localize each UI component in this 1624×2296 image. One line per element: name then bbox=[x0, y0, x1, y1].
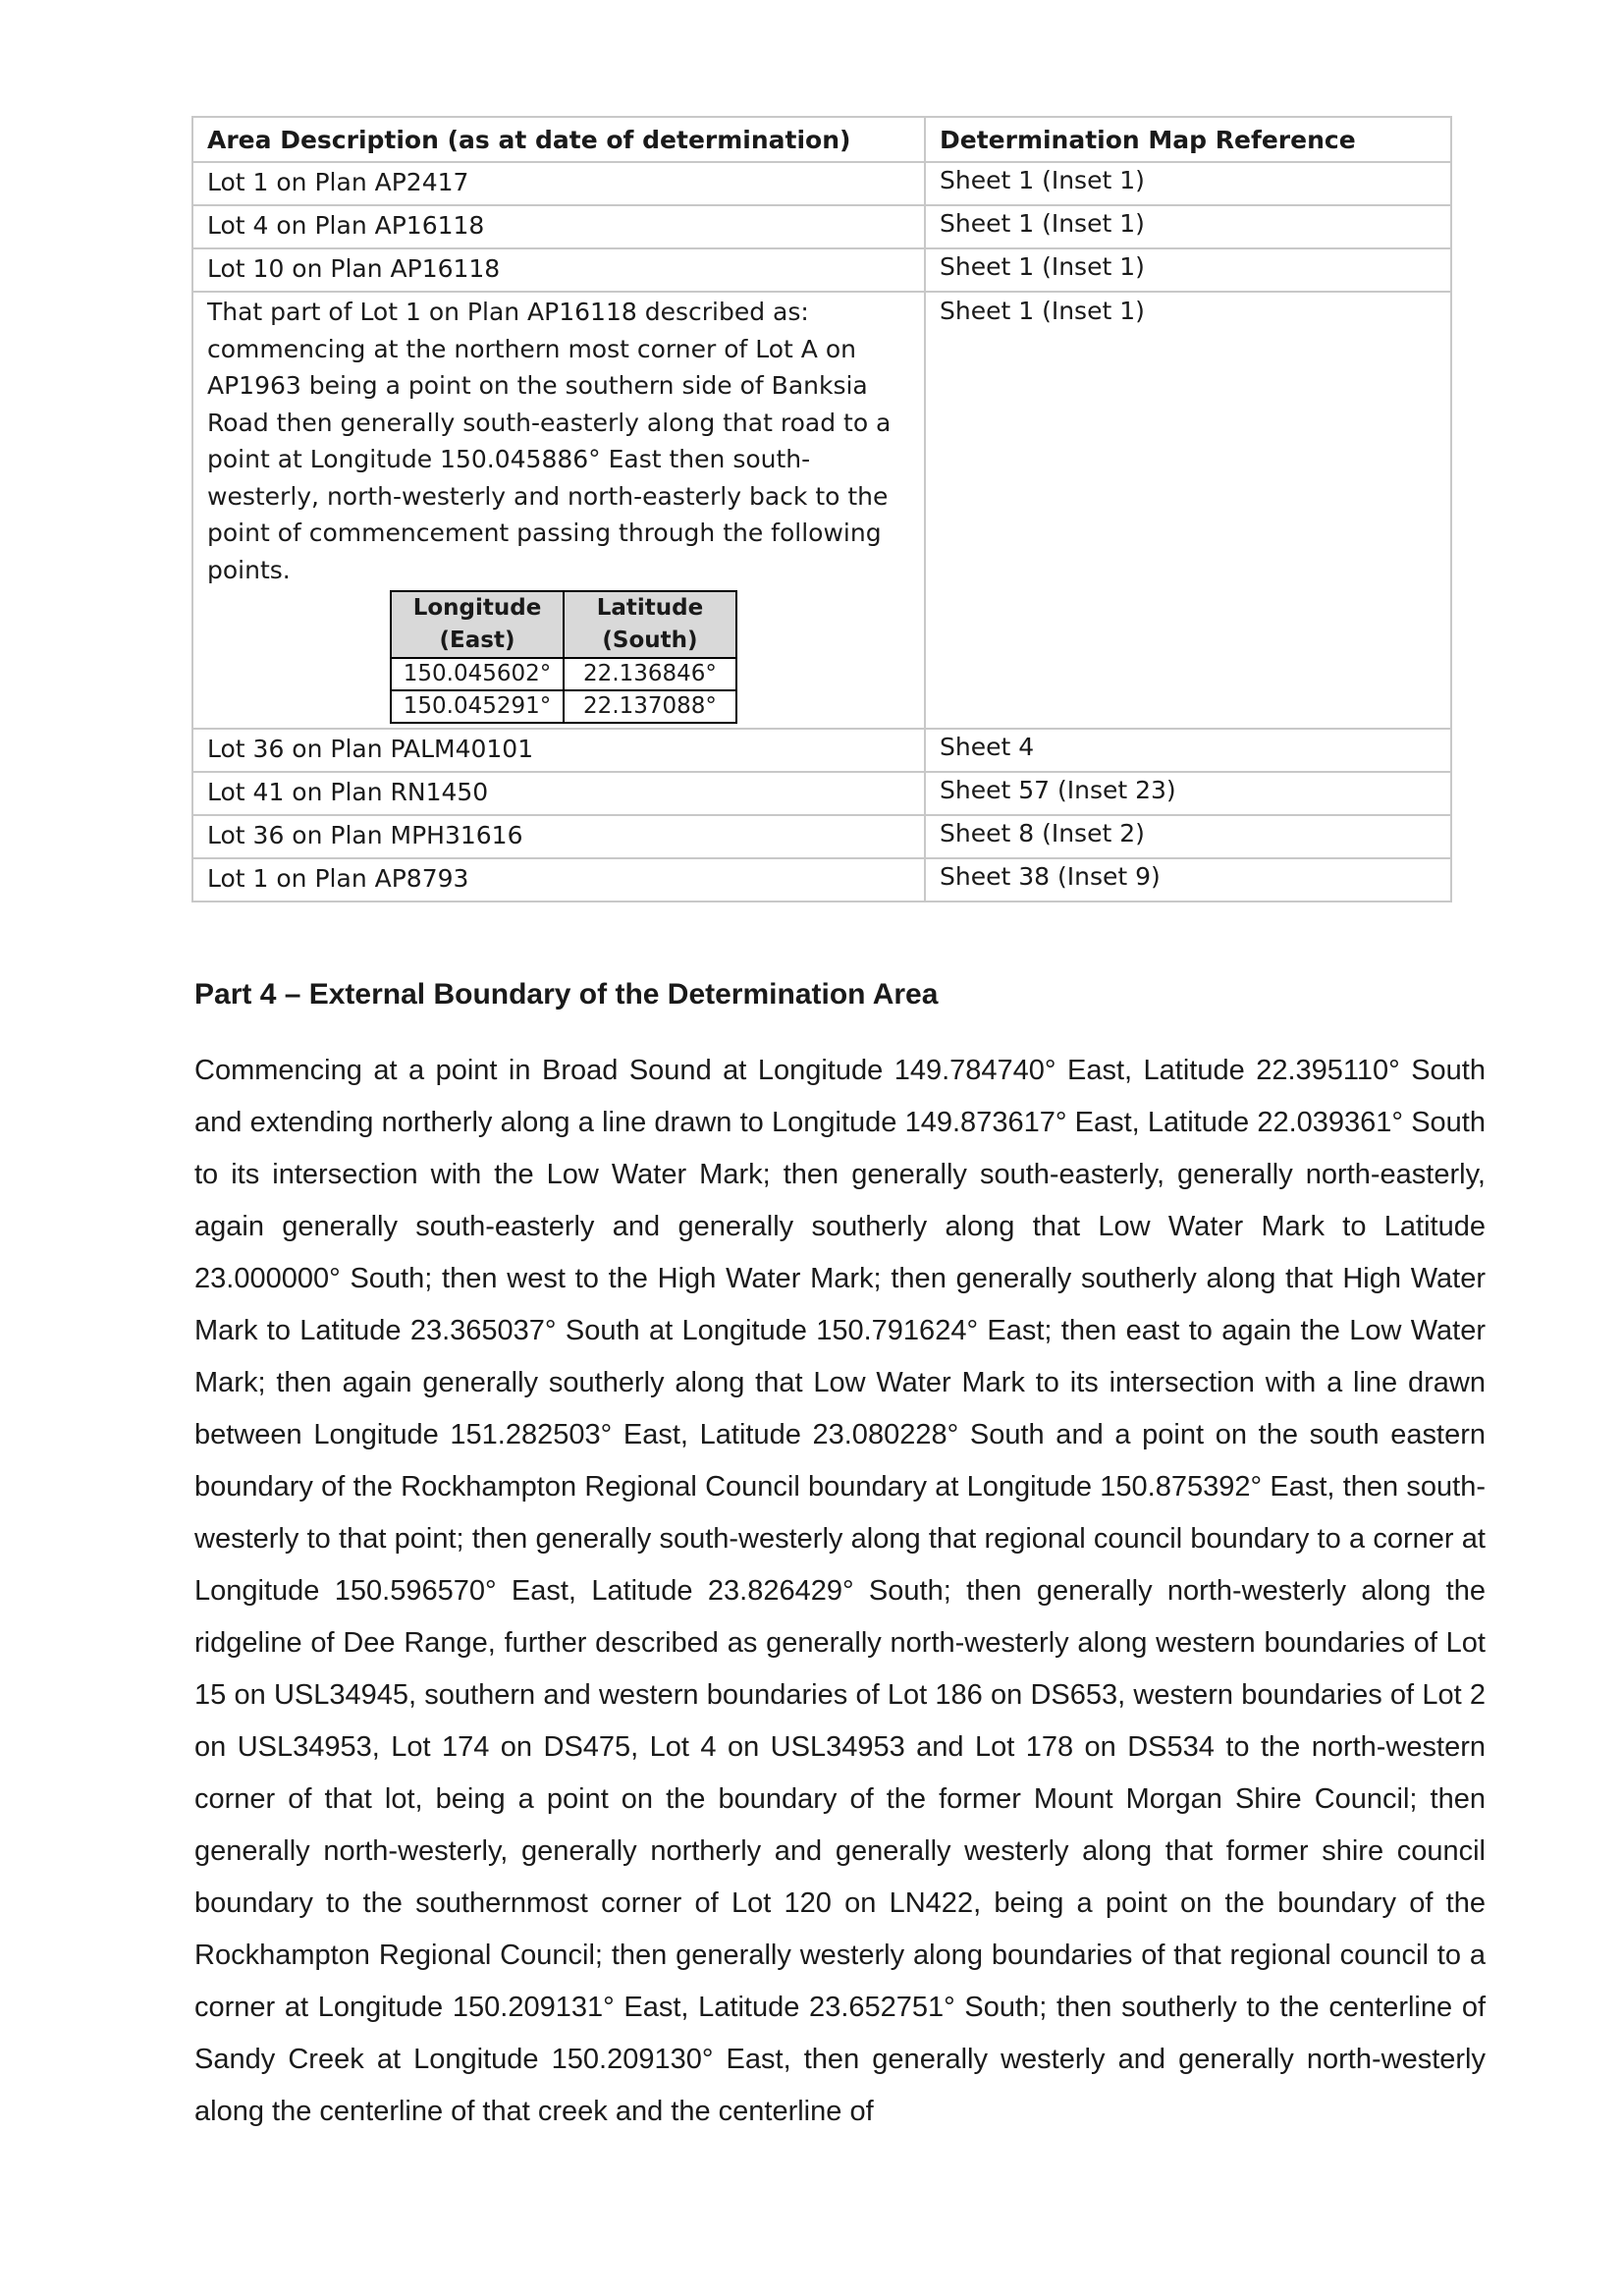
area-description-cell: Lot 36 on Plan PALM40101 bbox=[192, 729, 925, 772]
table-row bbox=[192, 729, 1451, 772]
map-reference-cell: Sheet 8 (Inset 2) bbox=[925, 815, 1451, 858]
table-row bbox=[192, 162, 1451, 205]
coords-longitude: 150.045602° bbox=[391, 658, 564, 690]
area-description-cell: Lot 36 on Plan MPH31616 bbox=[192, 815, 925, 858]
map-reference-cell: Sheet 1 (Inset 1) bbox=[925, 162, 1451, 205]
area-description-cell: Lot 10 on Plan AP16118 bbox=[192, 248, 925, 292]
table-row-complex bbox=[192, 292, 1451, 729]
map-reference-cell: Sheet 1 (Inset 1) bbox=[925, 292, 1451, 729]
table-row bbox=[192, 772, 1451, 815]
table-row bbox=[192, 205, 1451, 248]
area-description-cell: Lot 1 on Plan AP8793 bbox=[192, 858, 925, 902]
map-reference-cell: Sheet 1 (Inset 1) bbox=[925, 248, 1451, 292]
map-reference-cell: Sheet 38 (Inset 9) bbox=[925, 858, 1451, 902]
coords-row bbox=[391, 690, 736, 723]
area-description-cell: Lot 41 on Plan RN1450 bbox=[192, 772, 925, 815]
map-reference-cell: Sheet 57 (Inset 23) bbox=[925, 772, 1451, 815]
section-heading: Part 4 – External Boundary of the Determination Area bbox=[194, 978, 939, 1011]
table-row bbox=[192, 248, 1451, 292]
coords-header-longitude: Longitude (East) bbox=[391, 591, 564, 658]
header-area-description: Area Description (as at date of determination) bbox=[192, 117, 925, 162]
coords-latitude: 22.137088° bbox=[564, 690, 736, 723]
area-description-table bbox=[191, 116, 1452, 902]
area-description-cell bbox=[192, 292, 925, 729]
coordinates-table bbox=[390, 590, 737, 724]
map-reference-cell: Sheet 1 (Inset 1) bbox=[925, 205, 1451, 248]
map-reference-cell: Sheet 4 bbox=[925, 729, 1451, 772]
table-row bbox=[192, 858, 1451, 902]
coords-header-latitude: Latitude (South) bbox=[564, 591, 736, 658]
area-description-cell: Lot 4 on Plan AP16118 bbox=[192, 205, 925, 248]
table-header-row bbox=[192, 117, 1451, 162]
coords-row bbox=[391, 658, 736, 690]
coords-longitude: 150.045291° bbox=[391, 690, 564, 723]
coords-latitude: 22.136846° bbox=[564, 658, 736, 690]
area-description-cell: Lot 1 on Plan AP2417 bbox=[192, 162, 925, 205]
area-description-text: That part of Lot 1 on Plan AP16118 described as: commencing at the northern most corner of Lot A on AP1963 being a point on the southern side of Banksia Road then generally south-easterly along that road to a point at Longitude 150.045886° East then south-westerly, north-westerly and north-easterly back to the point of commencement passing through the following points. bbox=[207, 298, 892, 584]
table-row bbox=[192, 815, 1451, 858]
header-map-reference: Determination Map Reference bbox=[925, 117, 1451, 162]
boundary-description-paragraph: Commencing at a point in Broad Sound at Longitude 149.784740° East, Latitude 22.395110° South and extending northerly along a line drawn to Longitude 149.873617° East, Latitude 22.039361° South to its intersection with the Low Water Mark; then generally south-easterly, generally north-easterly, again generally south-easterly and generally southerly along that Low Water Mark to Latitude 23.000000° South; then west to the High Water Mark; then generally southerly along that High Water Mark to Latitude 23.365037° South at Longitude 150.791624° East; then east to again the Low Water Mark; then again generally southerly along that Low Water Mark to its intersection with a line drawn between Longitude 151.282503° East, Latitude 23.080228° South and a point on the south eastern boundary of the Rockhampton Regional Council boundary at Longitude 150.875392° East, then south-westerly to that point; then generally south-westerly along that regional council boundary to a corner at Longitude 150.596570° East, Latitude 23.826429° South; then generally north-westerly along the ridgeline of Dee Range, further described as generally north-westerly along western boundaries of Lot 15 on USL34945, southern and western boundaries of Lot 186 on DS653, western boundaries of Lot 2 on USL34953, Lot 174 on DS475, Lot 4 on USL34953 and Lot 178 on DS534 to the north-western corner of that lot, being a point on the boundary of the former Mount Morgan Shire Council; then generally north-westerly, generally northerly and generally westerly along that former shire council boundary to the southernmost corner of Lot 120 on LN422, being a point on the boundary of the Rockhampton Regional Council; then generally westerly along boundaries of that regional council to a corner at Longitude 150.209131° East, Latitude 23.652751° South; then southerly to the centerline of Sandy Creek at Longitude 150.209130° East, then generally westerly and generally north-westerly along the centerline of that creek and the centerline of bbox=[194, 1055, 1486, 2127]
